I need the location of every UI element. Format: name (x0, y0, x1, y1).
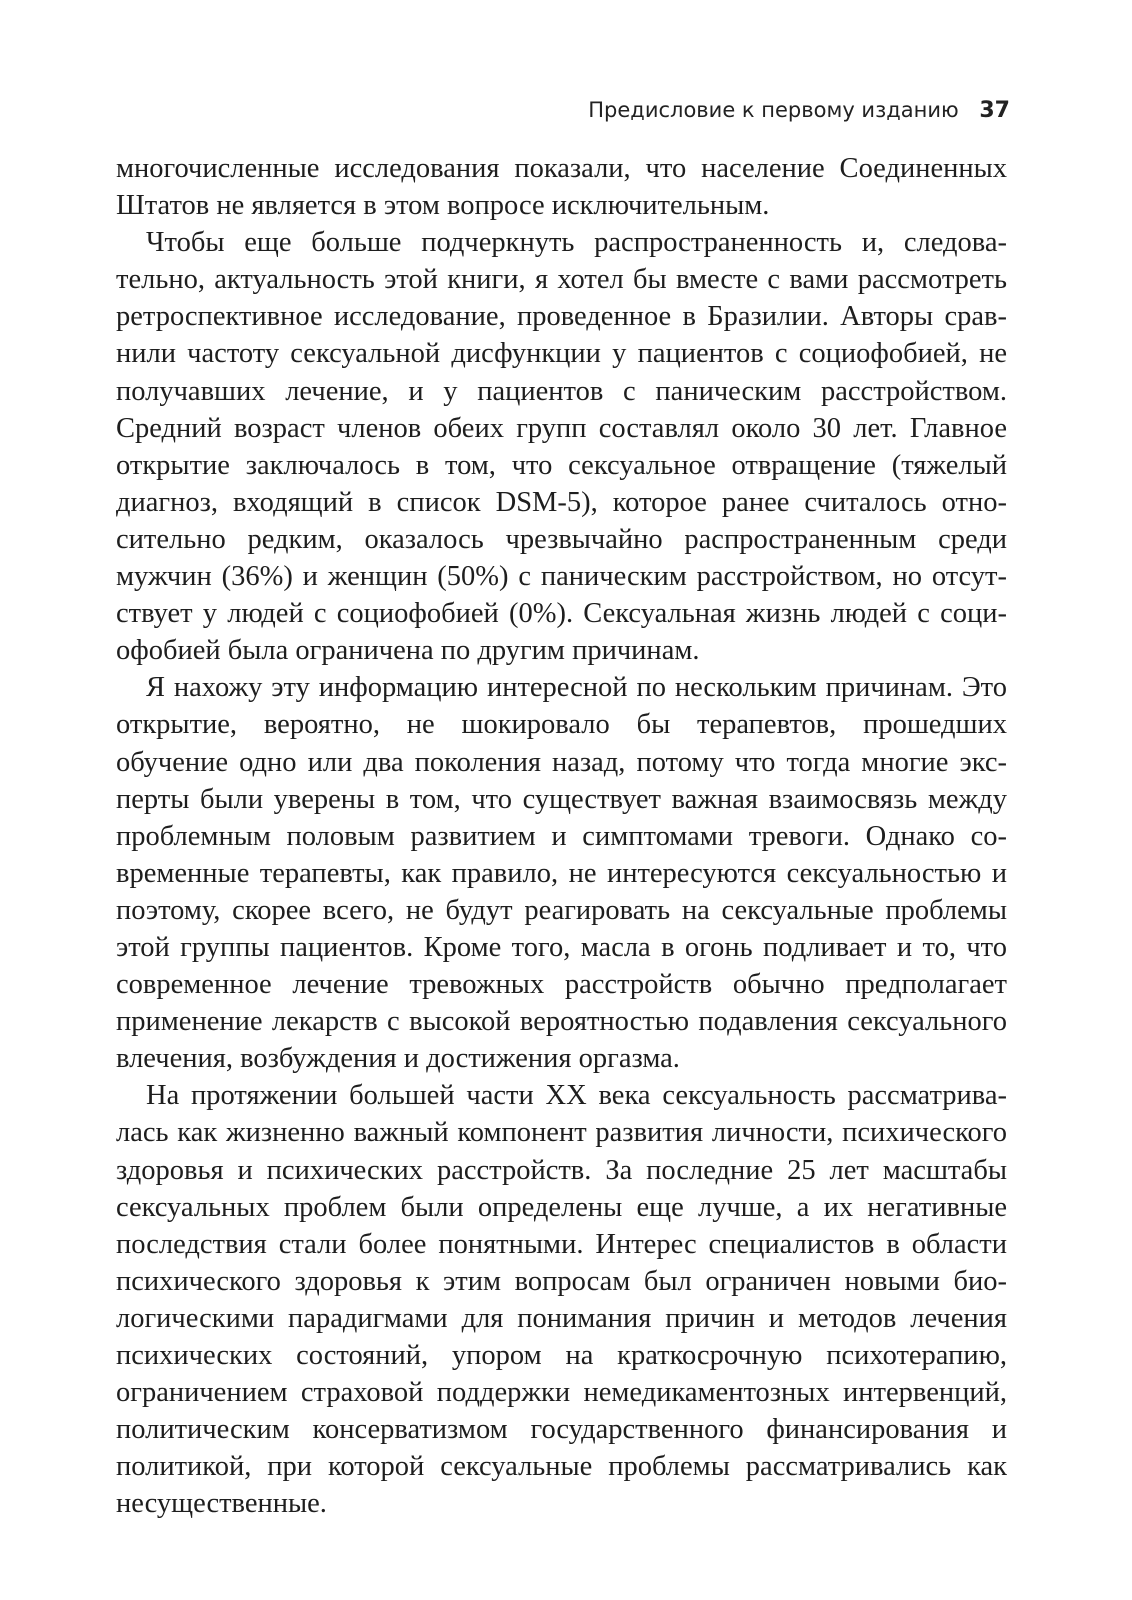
paragraph: Я нахожу эту информацию интересной по нескольким причинам. Это открытие, вероятно, не шокировало бы терапевтов, прошедших обучение одно или два поколения назад, потому что тогда многие эксперты были уверены в том, что существует важная взаимосвязь между проблемным половым развитием и симптомами тревоги. Однако современные терапевты, как правило, не интересуются сексуальностью и поэтому, скорее всего, не будут реагировать на сексуальные проблемы этой группы пациентов. Кроме того, масла в огонь подливает и то, что современное лечение тревожных расстройств обычно предполагает применение лекарств с высокой вероятностью подавления сексуального влечения, возбуждения и достижения оргазма. (116, 672, 1007, 1075)
paragraph-continuation: многочисленные исследования показали, что население Соединенных Штатов не является в этом вопросе исключительным. (116, 153, 1007, 222)
running-header (588, 98, 1010, 123)
paragraph: На протяжении большей части XX века сексуальность рассматривалась как жизненно важный компонент развития личности, психического здоровья и психических расстройств. За последние 25 лет масштабы сексуальных проблем были определены еще лучше, а их негативные последствия стали более понятными. Интерес специалистов в области психического здоровья к этим вопросам был ограничен новыми биологическими парадигмами для понимания причин и методов лечения психических состояний, упором на краткосрочную психотерапию, ограничением страховой поддержки немедикаментозных интервенций, политическим консерватизмом государственного финансирования и политикой, при которой сексуальные проблемы рассматривались как несущественные. (116, 1080, 1007, 1520)
paragraph: Чтобы еще больше подчеркнуть распространенность и, следовательно, актуальность этой книги, я хотел бы вместе с вами рассмотреть ретроспективное исследование, проведенное в Бразилии. Авторы сравнили частоту сексуальной дисфункции у пациентов с социофобией, не получавших лечение, и у пациентов с паническим расстройством. Средний возраст членов обеих групп составлял около 30 лет. Главное открытие заключалось в том, что сексуальное отвращение (тяжелый диагноз, входящий в список DSM-5), которое ранее считалось относительно редким, оказалось чрезвычайно распространенным среди мужчин (36%) и женщин (50%) с паническим расстройством, но отсутствует у людей с социофобией (0%). Сексуальная жизнь людей с социофобией была ограничена по другим причинам. (116, 227, 1007, 667)
page-number: 37 (979, 98, 1010, 123)
body-text (116, 150, 1007, 1522)
chapter-title: Предисловие к первому изданию (588, 98, 959, 122)
